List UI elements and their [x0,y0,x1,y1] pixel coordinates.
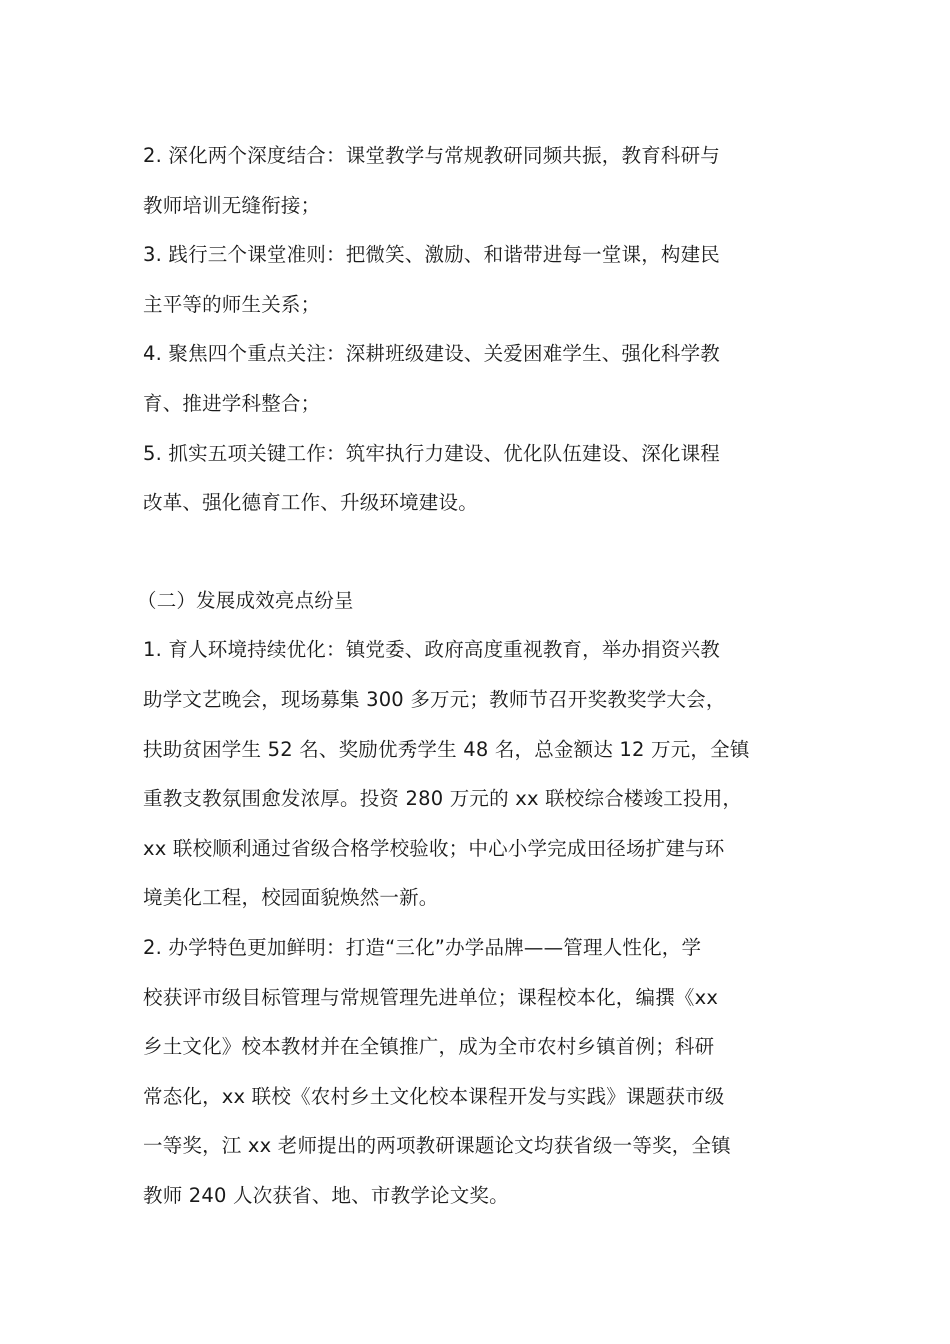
list-item-4 [143,329,815,428]
list-item-2 [143,131,815,230]
section-heading-text: （二）发展成效亮点纷呈 [137,588,354,612]
text-line: 一等奖，江 xx 老师提出的两项教研课题论文均获省级一等奖，全镇 [143,1134,731,1158]
text-line: 1. 育人环境持续优化：镇党委、政府高度重视教育，举办捐资兴教 [143,638,721,662]
list-item-5 [143,429,815,528]
text-line: 境美化工程，校园面貌焕然一新。 [143,886,439,910]
list-item-1 [143,625,815,923]
text-line: 助学文艺晚会，现场募集 300 多万元；教师节召开奖教奖学大会， [143,687,726,711]
text-line: 4. 聚焦四个重点关注：深耕班级建设、关爱困难学生、强化科学教 [143,342,721,366]
text-line: 教师培训无缝衔接； [143,193,321,217]
text-line: 乡土文化》校本教材并在全镇推广，成为全市农村乡镇首例；科研 [143,1035,715,1059]
text-line: 2. 办学特色更加鲜明：打造“三化”办学品牌——管理人性化，学 [143,935,702,959]
text-line: 改革、强化德育工作、升级环境建设。 [143,491,478,515]
paragraph-gap [143,528,815,576]
document-body [137,131,815,1220]
text-line: 2. 深化两个深度结合：课堂教学与常规教研同频共振，教育科研与 [143,144,721,167]
section-heading [137,576,815,626]
text-line: 校获评市级目标管理与常规管理先进单位；课程校本化，编撰《xx [143,985,719,1009]
text-line: 主平等的师生关系； [143,292,321,316]
text-line: 教师 240 人次获省、地、市教学论文奖。 [143,1183,509,1207]
text-line: 重教支教氛围愈发浓厚。投资 280 万元的 xx 联校综合楼竣工投用， [143,787,743,811]
text-line: 3. 践行三个课堂准则：把微笑、激励、和谐带进每一堂课，构建民 [143,243,721,267]
text-line: 育、推进学科整合； [143,391,321,415]
text-line: xx 联校顺利通过省级合格学校验收；中心小学完成田径场扩建与环 [143,836,725,860]
text-line: 扶助贫困学生 52 名、奖励优秀学生 48 名，总金额达 12 万元，全镇 [143,737,750,761]
text-line: 常态化，xx 联校《农村乡土文化校本课程开发与实践》课题获市级 [143,1084,725,1108]
list-item-3 [143,230,815,329]
list-item-2b [143,923,815,1221]
text-line: 5. 抓实五项关键工作：筑牢执行力建设、优化队伍建设、深化课程 [143,441,721,465]
